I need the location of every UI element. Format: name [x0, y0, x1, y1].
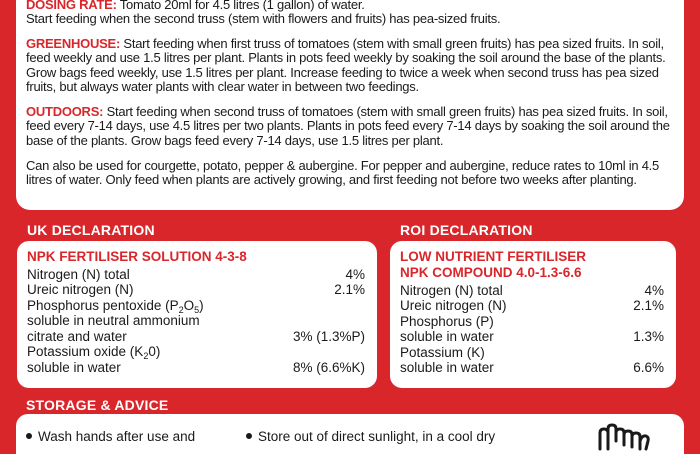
row-label-a: Potassium oxide (K [27, 344, 144, 359]
row-label: Ureic nitrogen (N) [27, 282, 134, 297]
outdoors-paragraph [26, 105, 676, 148]
roi-product-name-line2: NPK COMPOUND 4.0-1.3-6.6 [400, 265, 582, 280]
dosing-rate-paragraph [26, 0, 676, 27]
storage-bullet-1 [26, 429, 195, 444]
row-label: Nitrogen (N) total [27, 267, 130, 282]
row-value: 4% [345, 267, 365, 282]
roi-row-phosphorus [400, 314, 664, 329]
row-value: 8% (6.6%K) [292, 360, 365, 375]
row-label: soluble in water [400, 360, 494, 375]
row-value: 1.3% [633, 329, 664, 344]
bullet-dot [26, 433, 32, 439]
row-label: soluble in neutral ammonium [27, 313, 200, 328]
row-value: 2.1% [633, 298, 664, 313]
row-label: Potassium (K) [400, 345, 485, 360]
roi-row-phosphorus-soluble [400, 329, 664, 344]
roi-row-ureic-nitrogen [400, 298, 664, 313]
outdoors-label: OUTDOORS: [26, 104, 104, 119]
row-label: citrate and water [27, 329, 127, 344]
uk-row-soluble-water [27, 360, 365, 375]
storage-advice-title: STORAGE & ADVICE [26, 397, 169, 413]
roi-row-potassium [400, 345, 664, 360]
row-label-b: 0) [148, 344, 161, 359]
uk-row-nitrogen-total [27, 267, 365, 282]
row-value: 4% [644, 283, 664, 298]
row-subscript: 2 [143, 351, 149, 361]
greenhouse-text: Start feeding when first truss of tomatoes (stem with small green fruits) has pea sized fruits. In soil, feed weekly and use 1.5 litres per plant. Plants in pots feed weekly by soaking the soil around the base of the plants. Grow bags feed weekly, use 1.5 litres per plant. Increase feeding to twice a week when second truss has pea sized fruits, but always water plants with clear water in between two feedings. [26, 36, 666, 95]
uk-row-soluble-ammonium [27, 313, 365, 328]
roi-row-potassium-soluble [400, 360, 664, 375]
row-value: 3% (1.3%P) [292, 329, 365, 344]
row-value: 2.1% [334, 282, 365, 297]
row-value: 6.6% [633, 360, 664, 375]
greenhouse-label: GREENHOUSE: [26, 36, 121, 51]
row-label: Nitrogen (N) total [400, 283, 503, 298]
other-crops-paragraph: Can also be used for courgette, potato, pepper & aubergine. For pepper and aubergine, reduce rates to 10ml in 4.5 litres of water. Only feed when plants are actively growing, and first feeding not before two weeks after planting. [26, 158, 660, 188]
bullet-text: Wash hands after use and [38, 429, 196, 444]
row-label: soluble in water [27, 360, 121, 375]
uk-row-citrate-water [27, 329, 365, 344]
uk-row-ureic-nitrogen [27, 282, 365, 297]
roi-declaration-title: ROI DECLARATION [400, 222, 533, 238]
row-subscript: 5 [194, 305, 200, 315]
row-label-a: Phosphorus pentoxide (P [27, 298, 179, 313]
storage-advice-panel [16, 414, 684, 454]
row-label: Phosphorus (P) [400, 314, 494, 329]
uk-product-name: NPK FERTILISER SOLUTION 4-3-8 [27, 249, 247, 264]
uk-declaration-box [17, 241, 377, 388]
roi-declaration-box [390, 241, 676, 388]
row-label-b: O [183, 298, 195, 313]
dosing-rate-text-2: Start feeding when the second truss (stem with flowers and fruits) has pea-sized fruits. [26, 11, 501, 27]
row-label: soluble in water [400, 329, 494, 344]
uk-row-potassium-oxide [27, 344, 365, 359]
roi-product-name-line1: LOW NUTRIENT FERTILISER [400, 249, 586, 264]
greenhouse-paragraph [26, 37, 676, 95]
hand-washing-icon [594, 423, 654, 451]
bullet-text: Store out of direct sunlight, in a cool dry [258, 429, 496, 444]
row-label-c: ) [199, 298, 204, 313]
outdoors-text: Start feeding when second truss of tomatoes (stem with small green fruits) has pea sized fruits. In soil, feed every 7-14 days, use 4.5 litres per two plants. Plants in pots feed every 7-14 days by soaking the soil around the base of the plants. Grow bags feed every 7-14 days, use 1.5 litres per plant. [26, 104, 670, 148]
dosing-rate-text: Tomato 20ml for 4.5 litres (1 gallon) of water. [119, 0, 365, 12]
storage-bullet-2 [246, 429, 495, 444]
roi-row-nitrogen-total [400, 283, 664, 298]
uk-row-phosphorus-pentoxide [27, 298, 365, 313]
row-label: Ureic nitrogen (N) [400, 298, 507, 313]
uk-declaration-title: UK DECLARATION [27, 222, 155, 238]
row-subscript: 2 [178, 305, 184, 315]
instructions-panel [16, 0, 684, 210]
dosing-rate-label: DOSING RATE: [26, 0, 117, 12]
bullet-dot [246, 433, 252, 439]
